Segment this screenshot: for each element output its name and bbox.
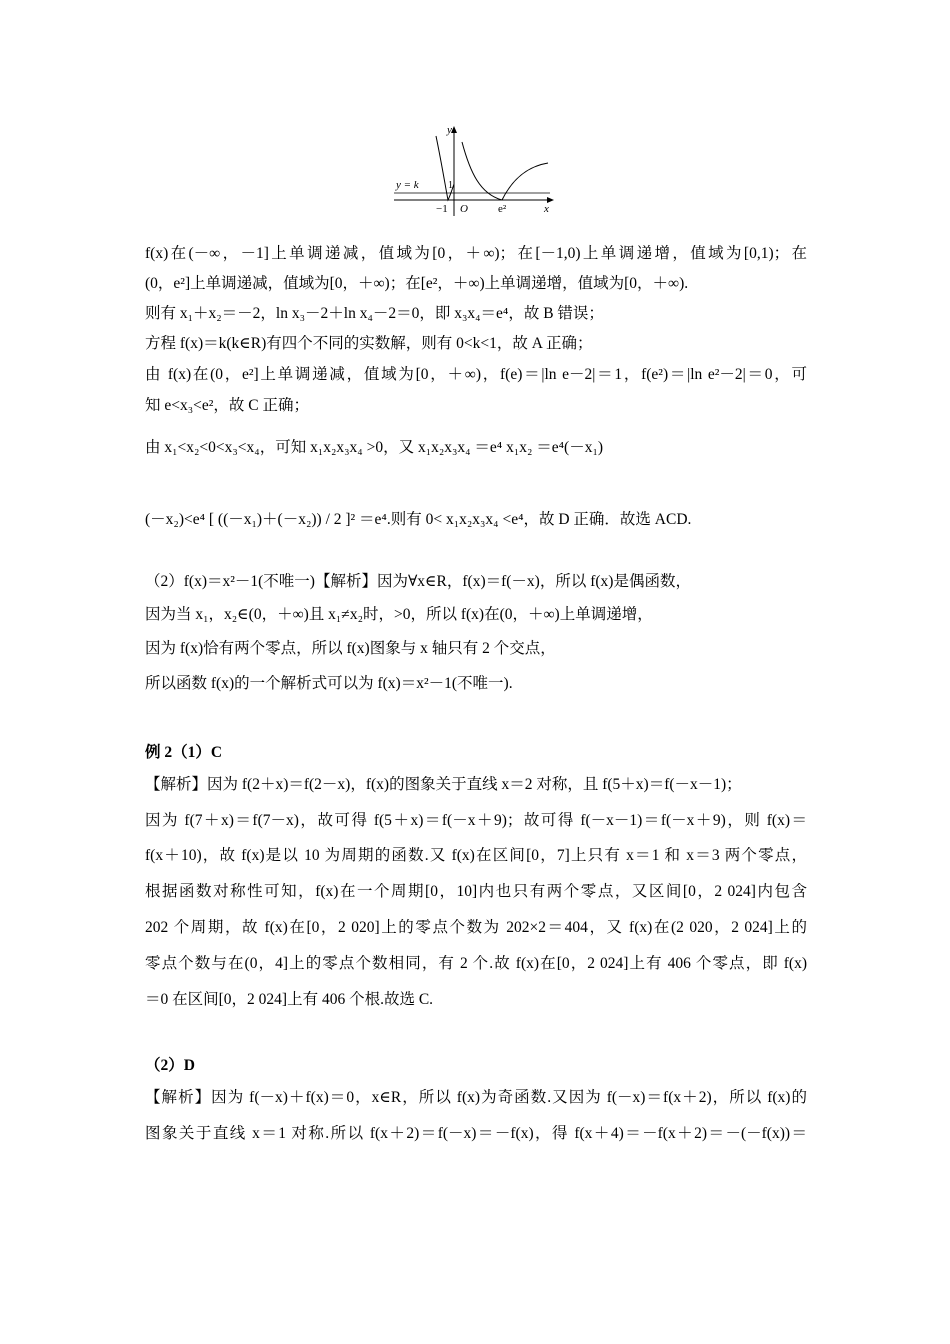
curve-middle — [462, 142, 502, 200]
text-line-14: 【解析】因为 f(2＋x)＝f(2－x)，f(x)的图象关于直线 x＝2 对称，且 f(5＋x)＝f(－x－1)； — [145, 776, 742, 793]
text-line-17: 根据函数对称性可知，f(x)在一个周期[0，10]内也只有两个零点，又区间[0，2 024]内包含 — [145, 883, 807, 900]
text-line-10: 因为当 x₁，x₂∈(0，＋∞)且 x₁≠x₂时，>0，所以 f(x)在(0，＋∞)上单调递增， — [145, 606, 653, 623]
text-line-16: f(x＋10)，故 f(x)是以 10 为周期的函数.又 f(x)在区间[0，7]上只有 x＝1 和 x＝3 两个零点， — [145, 847, 807, 864]
text-line-15: 因为 f(7＋x)＝f(7－x)，故可得 f(5＋x)＝f(－x＋9)；故可得 f(－x－1)＝f(－x＋9)，则 f(x)＝ — [145, 812, 807, 829]
text-line-22: 【解析】因为 f(－x)＋f(x)＝0，x∈R，所以 f(x)为奇函数.又因为 f(－x)＝f(x＋2)，所以 f(x)的 — [145, 1089, 807, 1106]
curve-right — [502, 163, 548, 200]
label-minus-one: −1 — [436, 203, 448, 215]
text-line-11: 因为 f(x)恰有两个零点，所以 f(x)图象与 x 轴只有 2 个交点， — [145, 640, 556, 657]
text-line-1: f(x)在(－∞，－1]上单调递减，值域为[0，＋∞)；在[－1,0)上单调递增，值域为[0,1)；在 — [145, 245, 807, 262]
text-line-2: (0，e²]上单调递减，值域为[0，＋∞)；在[e²，＋∞)上单调递增，值域为[0，＋∞). — [145, 275, 689, 292]
text-line-8: (－x₂)<e⁴ [ ((－x₁)＋(－x₂)) / 2 ]² ＝e⁴.则有 0< x₁x₂x₃x₄ <e⁴，故 D 正确．故选 ACD. — [145, 511, 692, 528]
label-y: y — [447, 124, 452, 136]
text-line-9: （2）f(x)＝x²－1(不唯一)【解析】因为∀x∈R，f(x)＝f(－x)，所以 f(x)是偶函数， — [145, 573, 691, 590]
function-graph — [392, 120, 562, 220]
text-line-23: 图象关于直线 x＝1 对称.所以 f(x＋2)＝f(－x)＝－f(x)，得 f(x＋4)＝－f(x＋2)＝－(－f(x))＝ — [145, 1125, 808, 1142]
text-line-5: 由 f(x)在(0，e²]上单调递减，值域为[0，＋∞)，f(e)＝|ln e－2|＝1，f(e²)＝|ln e²－2|＝0，可 — [145, 366, 807, 383]
text-line-3: 则有 x₁＋x₂＝－2，ln x₃－2＋ln x₄－2＝0，即 x₃x₄＝e⁴，故 B 错误； — [145, 305, 604, 322]
label-y-equals-k: y = k — [396, 179, 419, 191]
label-origin: O — [460, 203, 468, 215]
text-line-7: 由 x₁<x₂<0<x₃<x₄，可知 x₁x₂x₃x₄ >0，又 x₁x₂x₃x₄ ＝e⁴ x₁x₂ ＝e⁴(－x₁) — [145, 439, 604, 456]
text-line-19: 零点个数与在(0，4]上的零点个数相同，有 2 个.故 f(x)在[0，2 024]上有 406 个零点，即 f(x) — [145, 955, 807, 972]
text-line-12: 所以函数 f(x)的一个解析式可以为 f(x)＝x²－1(不唯一). — [145, 675, 513, 692]
example-2-heading: 例 2（1）C — [145, 744, 223, 761]
text-line-6: 知 e<x₃<e²，故 C 正确； — [145, 397, 310, 414]
label-x: x — [544, 203, 549, 215]
text-line-18: 202 个周期，故 f(x)在[0，2 020]上的零点个数为 202×2＝404，又 f(x)在(2 020，2 024]上的 — [145, 919, 807, 936]
text-line-20: ＝0 在区间[0，2 024]上有 406 个根.故选 C. — [145, 991, 434, 1008]
label-e-squared: e² — [498, 203, 507, 215]
text-line-4: 方程 f(x)＝k(k∈R)有四个不同的实数解，则有 0<k<1，故 A 正确； — [145, 335, 593, 352]
y-axis-arrow — [451, 126, 457, 133]
part-2-heading: （2）D — [145, 1057, 195, 1074]
label-one: 1 — [448, 180, 453, 191]
